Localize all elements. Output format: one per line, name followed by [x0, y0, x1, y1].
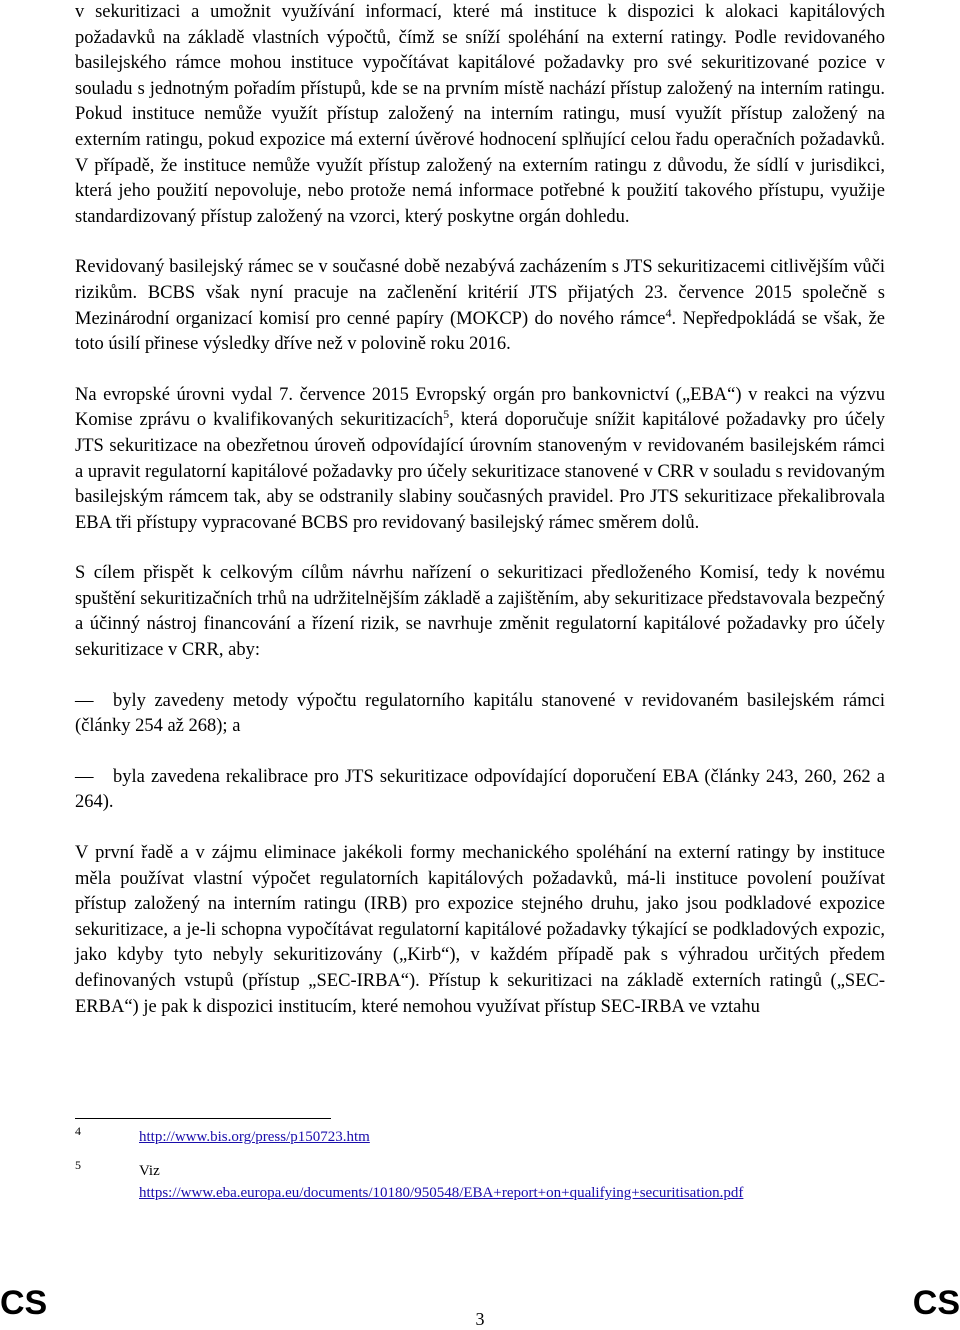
footnote-link[interactable]: https://www.eba.europa.eu/documents/10180/950548/EBA+report+on+qualifying+securitisation.pdf	[139, 1185, 744, 1201]
footnote-number: 4	[75, 1124, 81, 1138]
dash-list-item	[75, 689, 885, 740]
paragraph-4: S cílem přispět k celkovým cílům návrhu nařízení o sekuritizaci předloženého Komisí, tedy k novému spuštění sekuritizačních trhů na udržitelnějším základě a zajištěním, aby sekuritizace představovala bezpečný a účinný nástroj financování a řízení rizik, se navrhuje změnit regulatorní kapitálové požadavky pro účely sekuritizace v CRR, aby:	[75, 563, 885, 661]
footnote-ref-4[interactable]: 4	[665, 305, 672, 320]
body-text	[75, 0, 885, 1020]
footnote-prefix: Viz	[139, 1163, 160, 1179]
dash-bullet: —	[75, 766, 94, 787]
paragraph-2-text: Revidovaný basilejský rámec se v současné době nezabývá zacházením s JTS sekuritizacemi citlivějším vůči rizikům. BCBS však nyní pracuje na začlenění kritérií JTS přijatých 23. července 2015 společně s Mezinárodní organizací komisí pro cenné papíry (MOKCP) do nového rámce	[75, 257, 885, 329]
footnote-5	[75, 1160, 905, 1204]
paragraph-2-text-end: . Nepředpokládá se však, že toto úsilí přinese výsledky dříve než v polovině roku 2016.	[75, 308, 885, 355]
footnote-number: 5	[75, 1158, 81, 1172]
dash-list-item	[75, 765, 885, 816]
paragraph-3	[75, 383, 885, 537]
dash-bullet: —	[75, 690, 94, 711]
paragraph-3-text: Na evropské úrovni vydal 7. července 2015 Evropský orgán pro bankovnictví („EBA“) v reakci na výzvu Komise zprávu o kvalifikovaných sekuritizacích	[75, 384, 885, 431]
paragraph-3-text-end: , která doporučuje snížit kapitálové požadavky pro účely JTS sekuritizace na obezřetnou úroveň odpovídající úrovním stanoveným v revidovaném basilejském rámci a upravit regulatorní kapitálové požadavky pro účely sekuritizace stanovené v CRR v souladu s revidovaným basilejským rámcem tak, aby se odstranily slabiny současných pravidel. Pro JTS sekuritizace překalibrovala EBA tři přístupy vypracované BCBS pro revidovaný basilejský rámec směrem dolů.	[75, 410, 886, 533]
page-number: 3	[475, 1309, 485, 1329]
footnote-link[interactable]: http://www.bis.org/press/p150723.htm	[139, 1129, 370, 1145]
footer-language-left: CS	[0, 1284, 48, 1322]
dash-item-text: byla zavedena rekalibrace pro JTS sekuritizace odpovídající doporučení EBA (články 243, 260, 262 a 264).	[75, 766, 885, 813]
dash-item-text: byly zavedeny metody výpočtu regulatorního kapitálu stanovené v revidovaném basilejském rámci (články 254 až 268); a	[75, 690, 885, 737]
footnote-separator	[75, 1118, 331, 1119]
footnote-4	[75, 1126, 905, 1148]
paragraph-2	[75, 255, 885, 357]
paragraph-1: v sekuritizaci a umožnit využívání informací, které má instituce k dispozici k alokaci kapitálových požadavků na základě vlastních výpočtů, čímž se sníží spoléhání na externí ratingy. Podle revidovaného basilejského rámce mohou instituce vypočítávat kapitálové požadavky pro své sekuritizované pozice v souladu s jednotným pořadím přístupů, kde se na prvním místě nachází přístup založený na interním ratingu. Pokud instituce nemůže využít přístup založený na interním ratingu, musí využít přístup založený na externím ratingu, pokud expozice má externí úvěrové hodnocení splňující celou řadu operačních požadavků. V případě, že instituce nemůže využít přístup založený na externím ratingu z důvodu, že sídlí v jurisdikci, která jeho použití nepovoluje, nebo protože nemá informace potřebné k použití takového přístupu, využije standardizovaný přístup založený na vzorci, který poskytne orgán dohledu.	[75, 2, 885, 227]
footnote-ref-5[interactable]: 5	[443, 407, 450, 422]
paragraph-5: V první řadě a v zájmu eliminace jakékoli formy mechanického spoléhání na externí ratingy by instituce měla používat vlastní výpočet regulatorních kapitálových požadavků, má-li instituce povolení používat přístup založený na interním ratingu (IRB) pro expozice stejného druhu, jako jsou podkladové expozice sekuritizace, a je-li schopna vypočítávat regulatorní kapitálové požadavky týkající se podkladových expozic, jako kdyby tyto nebyly sekuritizovány („Kirb“), v každém případě pak s výhradou určitých předem definovaných vstupů (přístup „SEC-IRBA“). Přístup k sekuritizaci na základě externích ratingů („SEC-ERBA“) je pak k dispozici institucím, které nemohou využívat přístup SEC-IRBA ve vztahu	[75, 843, 885, 1017]
footer-language-right: CS	[912, 1284, 960, 1322]
footnotes	[75, 1126, 905, 1216]
